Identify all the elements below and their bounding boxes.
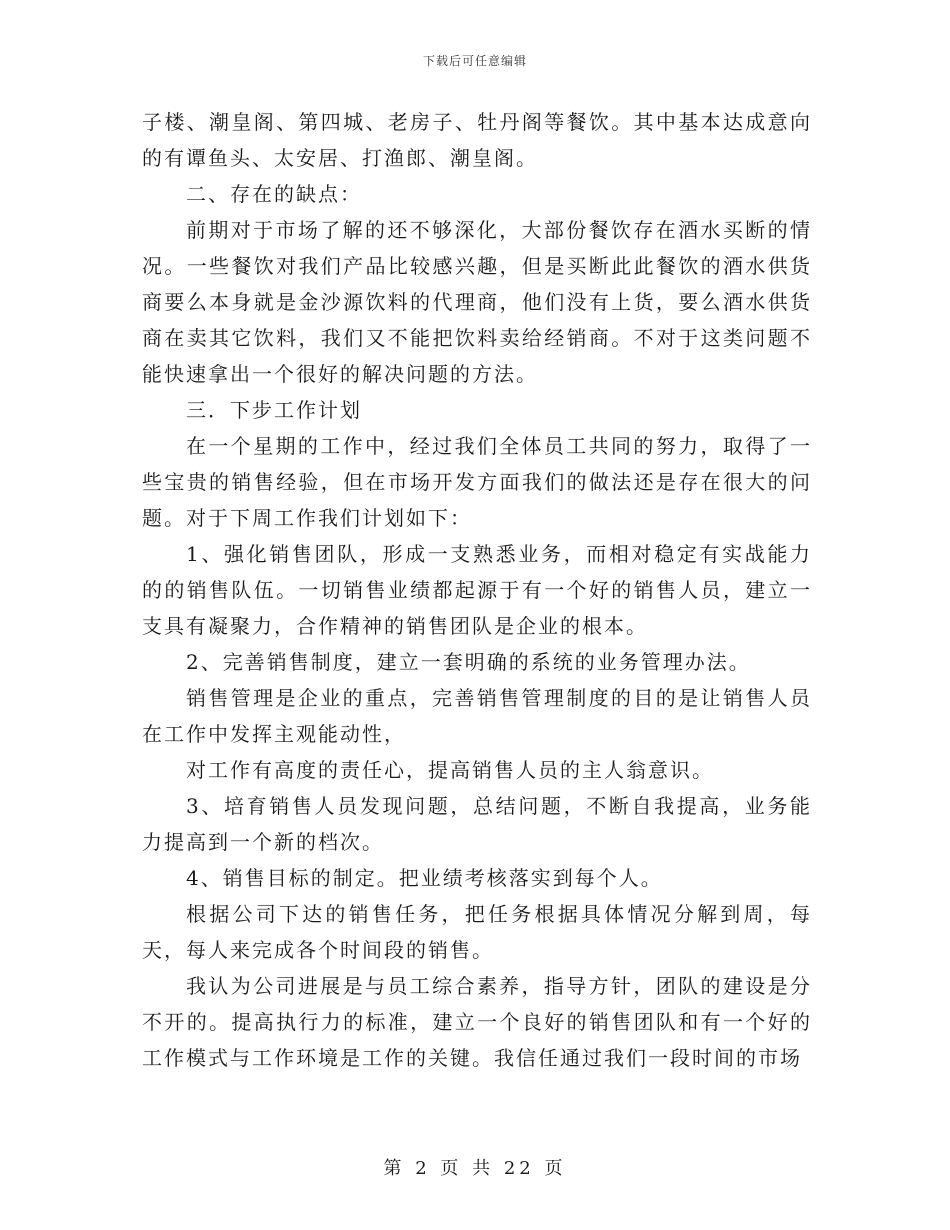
paragraph-13: 我认为公司进展是与员工综合素养，指导方针，团队的建设是分不开的。提高执行力的标准，建立一个良好的销售团队和有一个好的工作模式与工作环境是工作的关键。我信任通过我们一段时间的市场 — [142, 974, 812, 1070]
paragraph-4-heading-plan: 三．下步工作计划 — [186, 398, 362, 422]
paragraph-7-item-2: 2、完善销售制度，建立一套明确的系统的业务管理办法。 — [186, 650, 751, 674]
paragraph-8: 销售管理是企业的重点，完善销售管理制度的目的是让销售人员在工作中发挥主观能动性， — [142, 686, 812, 746]
paragraph-1: 子楼、潮皇阁、第四城、老房子、牡丹阁等餐饮。其中基本达成意向的有谭鱼头、太安居、打渔郎、潮皇阁。 — [142, 110, 812, 170]
paragraph-3: 前期对于市场了解的还不够深化，大部份餐饮存在酒水买断的情况。一些餐饮对我们产品比较感兴趣，但是买断此此餐饮的酒水供货商要么本身就是金沙源饮料的代理商，他们没有上货，要么酒水供货商在卖其它饮料，我们又不能把饮料卖给经销商。不对于这类问题不能快速拿出一个很好的解决问题的方法。 — [142, 218, 812, 386]
paragraph-9: 对工作有高度的责任心，提高销售人员的主人翁意识。 — [186, 758, 714, 782]
page-footer-pagination: 第 2 页 共 22 页 — [383, 1158, 567, 1179]
paragraph-10-item-3: 3、培育销售人员发现问题，总结问题，不断自我提高，业务能力提高到一个新的档次。 — [142, 794, 812, 854]
paragraph-12: 根据公司下达的销售任务，把任务根据具体情况分解到周，每天，每人来完成各个时间段的销售。 — [142, 902, 812, 962]
paragraph-6-item-1: 1、强化销售团队，形成一支熟悉业务，而相对稳定有实战能力的的销售队伍。一切销售业绩都起源于有一个好的销售人员，建立一支具有凝聚力，合作精神的销售团队是企业的根本。 — [142, 542, 812, 638]
paragraph-5: 在一个星期的工作中，经过我们全体员工共同的努力，取得了一些宝贵的销售经验，但在市场开发方面我们的做法还是存在很大的问题。对于下周工作我们计划如下： — [142, 434, 812, 530]
paragraph-2-heading-shortcomings: 二、存在的缺点： — [186, 182, 362, 206]
document-body — [142, 104, 812, 1076]
paragraph-11-item-4: 4、销售目标的制定。把业绩考核落实到每个人。 — [186, 866, 663, 890]
page-header: 下载后可任意编辑 — [422, 54, 527, 68]
